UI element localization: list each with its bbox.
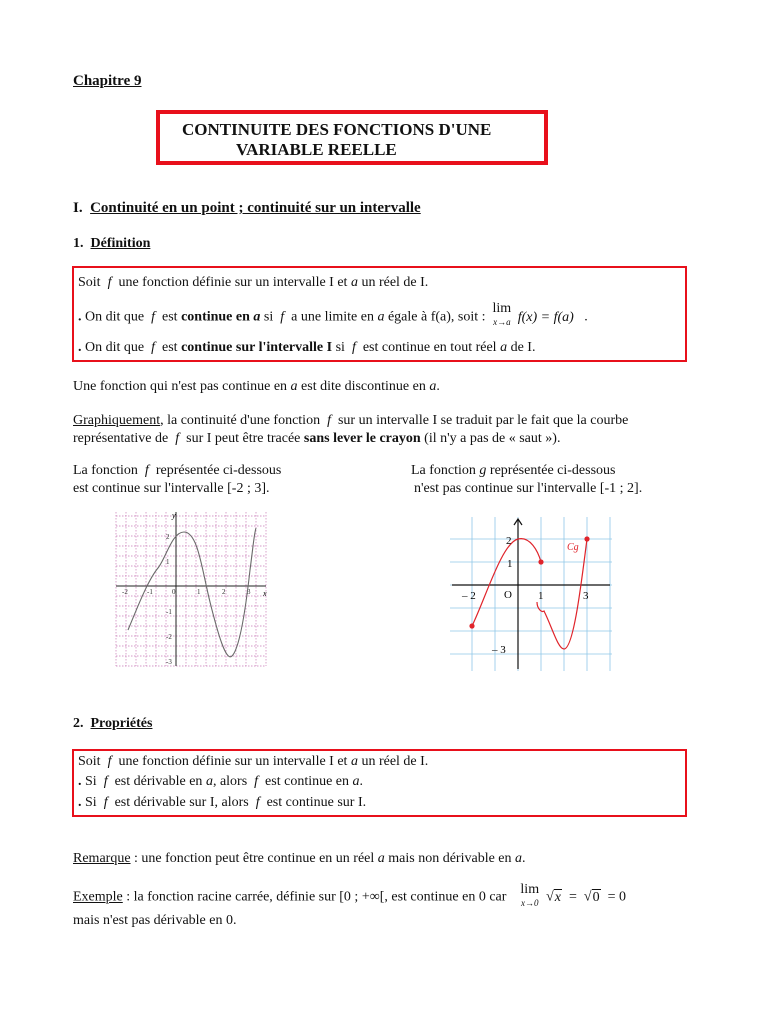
right-graph-endpoint-end <box>584 536 589 541</box>
right-graph-curve-right <box>537 539 587 649</box>
definition-line-1: Soit f une fonction définie sur un intervalle I et a un réel de I. <box>78 275 429 290</box>
left-graph-tick-label: -2 <box>166 633 172 641</box>
section-number: I. <box>73 200 83 216</box>
left-graph-tick-label: 1 <box>166 558 170 566</box>
title-box <box>156 110 548 165</box>
example-limit-notation: lim x→0 <box>520 882 540 908</box>
left-graph-tick-label: 2 <box>222 588 226 596</box>
page-title-line2: VARIABLE REELLE <box>236 140 397 159</box>
definition-line-2: . On dit que f est continue en a si f a une limite en a égale à f(a), soit : lim x→a f(x) = f(a) . <box>78 301 588 327</box>
properties-line-1: Soit f une fonction définie sur un intervalle I et a un réel de I. <box>78 754 429 769</box>
example-line-2: mais n'est pas dérivable en 0. <box>73 913 237 928</box>
left-caption-line-2: est continue sur l'intervalle [-2 ; 3]. <box>73 481 270 496</box>
left-graph-tick-label: 1 <box>197 588 201 596</box>
left-caption-line-1: La fonction f représentée ci-dessous <box>73 463 282 478</box>
left-graph-x-label: x <box>263 589 267 598</box>
left-graph-tick-label: 0 <box>172 588 176 596</box>
right-graph-tick-neg2: – 2 <box>462 590 476 602</box>
chapter-label: Chapitre 9 <box>73 73 142 89</box>
right-graph-endpoint-filled <box>538 559 543 564</box>
left-graph-tick-label: -1 <box>166 608 172 616</box>
subsection-number: 2. <box>73 716 84 731</box>
subsection-title: Définition <box>90 236 151 251</box>
right-graph-tick-yneg3: – 3 <box>492 644 506 656</box>
limit-notation: lim x→a <box>492 301 512 327</box>
right-graph-curve-left <box>472 539 541 626</box>
left-graph-y-label: y <box>172 511 176 520</box>
section-heading <box>73 200 421 217</box>
right-graph-tick-3: 3 <box>583 590 589 602</box>
example-sentence: Exemple : la fonction racine carrée, définie sur [0 ; +∞[, est continue en 0 car lim x→0 √x = √0 = 0 <box>73 882 626 908</box>
right-caption-line-2: n'est pas continue sur l'intervalle [-1 ; 2]. <box>414 481 643 496</box>
definition-box <box>72 266 687 362</box>
properties-line-3: . Si f est dérivable sur I, alors f est continue sur I. <box>78 795 367 810</box>
subsection-heading-definition <box>73 236 150 252</box>
properties-box <box>72 749 687 817</box>
definition-line-3: . On dit que f est continue sur l'intervalle I si f est continue en tout réel a de I. <box>78 340 536 355</box>
left-graph-tick-label: 3 <box>247 588 251 596</box>
left-graph-tick-label: -2 <box>122 588 128 596</box>
properties-line-2: . Si f est dérivable en a, alors f est continue en a. <box>78 774 364 789</box>
right-graph-tick-y1: 1 <box>507 558 513 570</box>
remark-sentence: Remarque : une fonction peut être continue en un réel a mais non dérivable en a. <box>73 851 526 866</box>
section-title: Continuité en un point ; continuité sur un intervalle <box>90 200 421 216</box>
graphical-paragraph-line-2: représentative de f sur I peut être tracée sans lever le crayon (il n'y a pas de « saut »). <box>73 431 561 446</box>
page-title-line1: CONTINUITE DES FONCTIONS D'UNE <box>182 120 492 139</box>
discontinuity-sentence: Une fonction qui n'est pas continue en a est dite discontinue en a. <box>73 379 440 394</box>
left-graph-tick-label: -1 <box>147 588 153 596</box>
subsection-heading-properties <box>73 716 152 732</box>
graph-continuous-function <box>114 510 272 668</box>
subsection-title: Propriétés <box>90 716 153 731</box>
right-graph-curve-label: Cg <box>567 542 579 553</box>
left-graph-tick-label: 2 <box>166 533 170 541</box>
subsection-number: 1. <box>73 236 84 251</box>
right-caption-line-1: La fonction g représentée ci-dessous <box>411 463 616 478</box>
left-graph-tick-label: -3 <box>166 658 172 666</box>
right-graph-origin: O <box>504 589 512 601</box>
right-graph-tick-1: 1 <box>538 590 544 602</box>
graphical-paragraph-line-1: Graphiquement, la continuité d'une fonction f sur un intervalle I se traduit par le fait que la courbe <box>73 413 629 428</box>
right-graph-endpoint-start <box>469 623 474 628</box>
graph-discontinuous-function <box>450 517 612 671</box>
right-graph-tick-y2: 2 <box>506 535 512 547</box>
